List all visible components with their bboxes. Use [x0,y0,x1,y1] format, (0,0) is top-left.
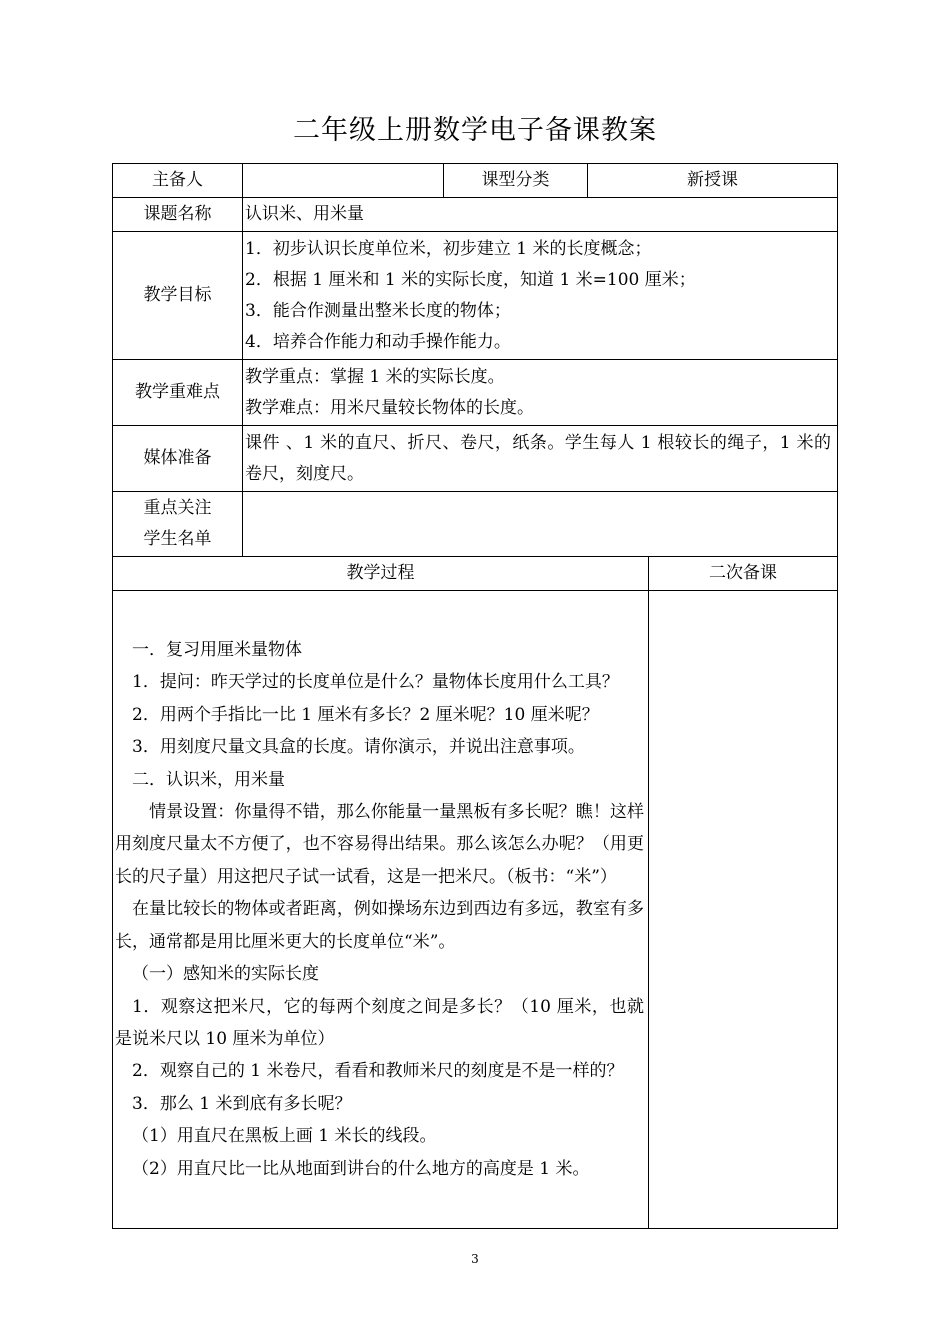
objective-item: 1．初步认识长度单位米，初步建立 1 米的长度概念； [245,238,652,259]
focus-students-label-line2: 学生名单 [143,529,212,549]
objective-item: 4．培养合作能力和动手操作能力。 [245,331,511,352]
preparer-label: 主备人 [113,164,243,198]
media-text: 课件 、1 米的直尺、折尺、卷尺，纸条。学生每人 1 根较长的绳子，1 米的卷尺，刻度尺。 [243,426,838,492]
process-paragraph: （2）用直尺比一比从地面到讲台的什么地方的高度是 1 米。 [132,1158,590,1179]
process-row [113,591,838,1229]
topic-value: 认识米、用米量 [243,198,838,232]
process-paragraph: 1．观察这把米尺，它的每两个刻度之间是多长？（10 厘米，也就是说米尺以 10 厘米为单位） [115,996,644,1049]
media-row [113,426,838,492]
page-number: 3 [471,1252,479,1266]
focus-students-label [113,492,243,557]
objective-item: 3．能合作测量出整米长度的物体； [245,300,511,321]
key-point-item: 教学难点：用米尺量较长物体的长度。 [245,397,534,418]
media-label: 媒体准备 [113,426,243,492]
topic-row [113,198,838,232]
objectives-label: 教学目标 [113,232,243,360]
key-points-label: 教学重难点 [113,360,243,426]
key-points-row [113,360,838,426]
process-header: 教学过程 [113,557,649,591]
process-paragraph: 3．那么 1 米到底有多长呢？ [132,1093,352,1114]
process-paragraph: 在量比较长的物体或者距离，例如操场东边到西边有多远，教室有多长，通常都是用比厘米更大的长度单位“米”。 [115,899,644,952]
objective-item: 2．根据 1 厘米和 1 米的实际长度，知道 1 米=100 厘米； [245,269,696,290]
document-title: 二年级上册数学电子备课教案 [293,115,657,146]
process-header-row [113,557,838,591]
lesson-type-label: 课型分类 [444,164,588,198]
process-content [113,632,648,1187]
process-paragraph: 一．复习用厘米量物体 [132,640,302,661]
process-paragraph: 3．用刻度尺量文具盒的长度。请你演示，并说出注意事项。 [132,737,585,758]
process-paragraph: 二．认识米，用米量 [132,769,285,790]
topic-label: 课题名称 [113,198,243,232]
process-paragraph: （1）用直尺在黑板上画 1 米长的线段。 [132,1126,437,1147]
process-paragraph: （一）感知米的实际长度 [132,964,319,985]
second-prep-header: 二次备课 [649,557,838,591]
focus-students-row [113,492,838,557]
lesson-type-value: 新授课 [588,164,838,198]
focus-students-label-line1: 重点关注 [143,498,212,518]
focus-students-value [243,492,838,557]
process-paragraph: 2．观察自己的 1 米卷尺，看看和教师米尺的刻度是不是一样的？ [132,1061,624,1082]
preparer-value [243,164,444,198]
process-paragraph: 1．提问：昨天学过的长度单位是什么？量物体长度用什么工具？ [132,672,619,693]
lesson-plan-table [112,163,838,1229]
second-prep-cell [649,591,838,1229]
key-point-item: 教学重点：掌握 1 米的实际长度。 [245,366,505,387]
key-points-list [243,360,838,426]
header-row [113,164,838,198]
objectives-list [243,232,838,360]
objectives-row [113,232,838,360]
process-content-cell [113,591,649,1229]
process-paragraph: 情景设置：你量得不错，那么你能量一量黑板有多长呢？瞧！这样用刻度尺量太不方便了，也不容易得出结果。那么该怎么办呢？（用更长的尺子量）用这把尺子试一试看，这是一把米尺。（板书：“米”） [115,802,644,887]
process-paragraph: 2．用两个手指比一比 1 厘米有多长？2 厘米呢？10 厘米呢？ [132,704,599,725]
